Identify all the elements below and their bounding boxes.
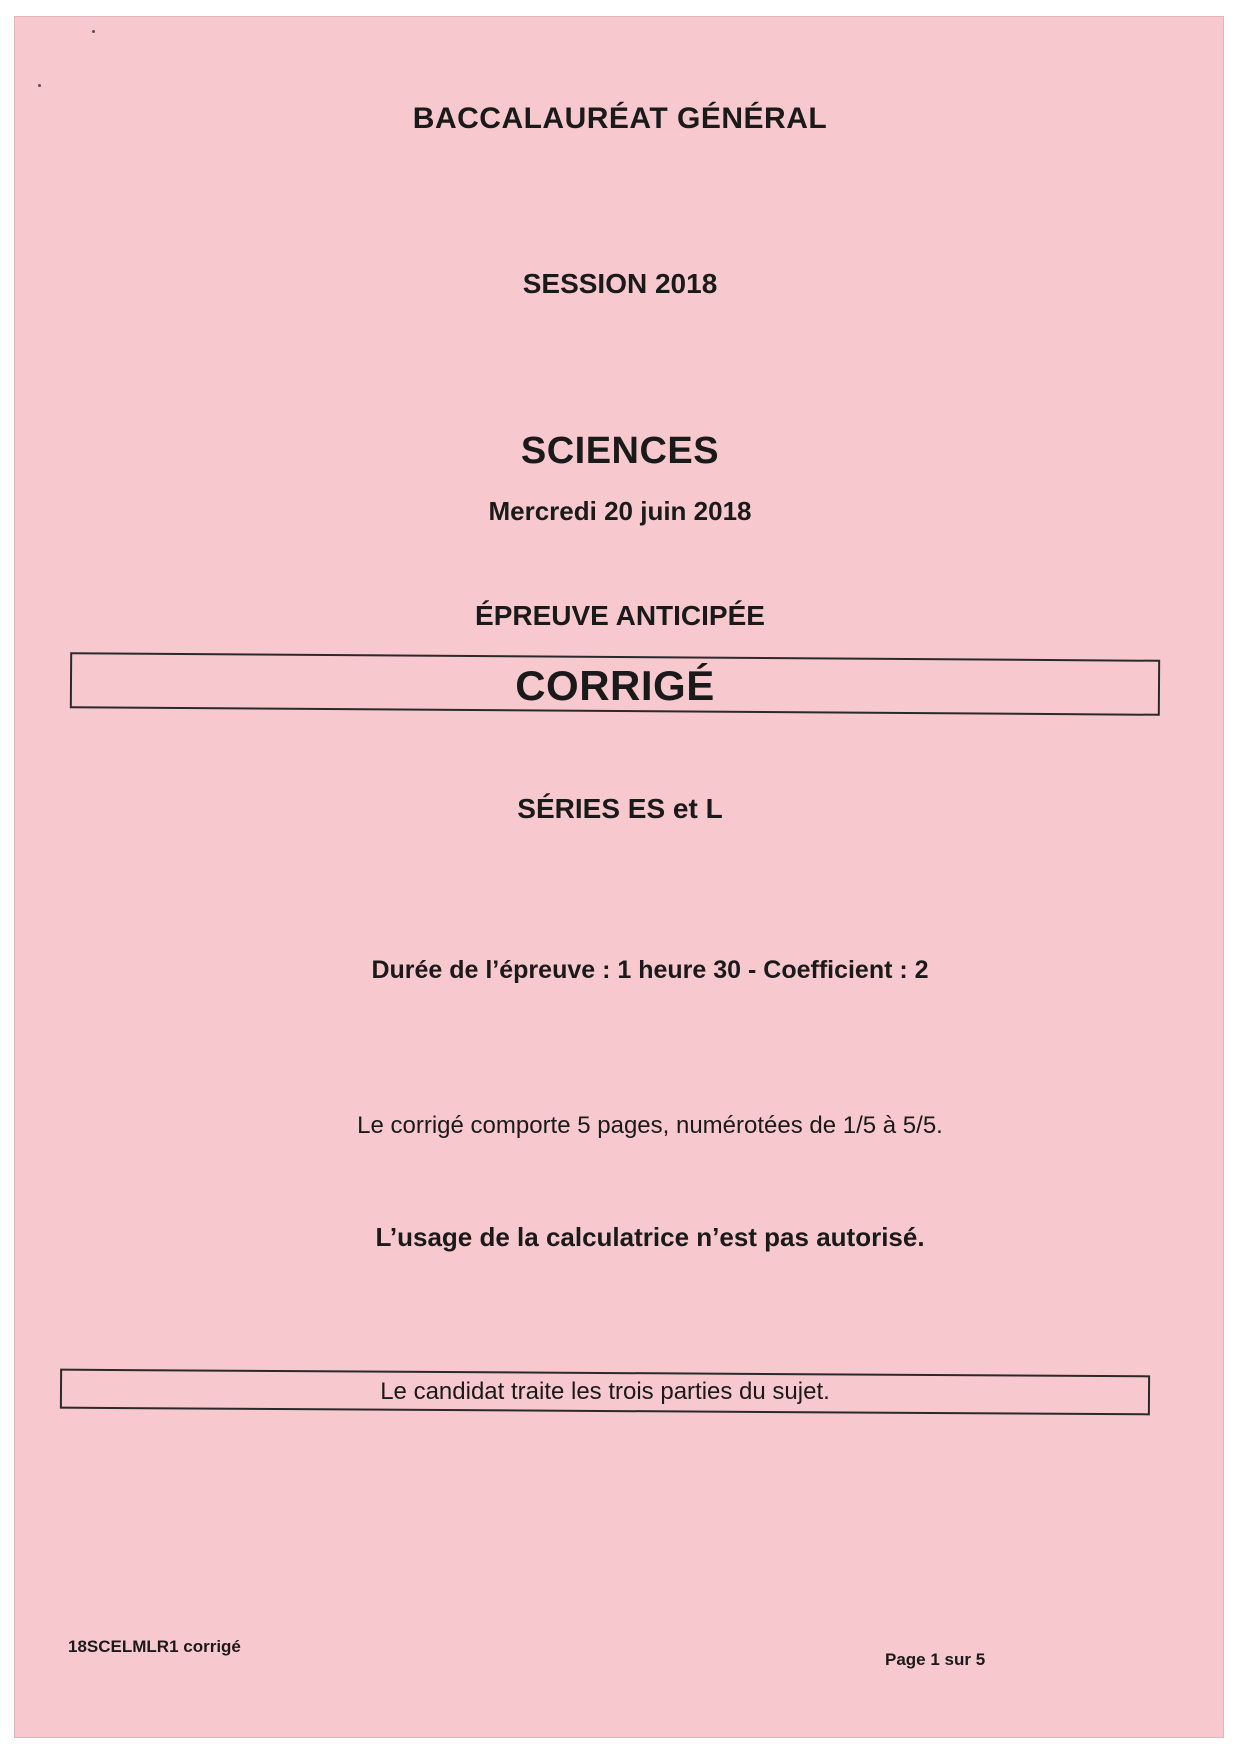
session: SESSION 2018 bbox=[522, 268, 718, 299]
exam-date: Mercredi 20 juin 2018 bbox=[488, 496, 752, 526]
exam-type: ÉPREUVE ANTICIPÉE bbox=[475, 600, 765, 631]
footer-code: 18SCELMLR1 corrigé bbox=[68, 1637, 241, 1656]
scan-speck bbox=[92, 30, 95, 33]
calculator-note: L’usage de la calculatrice n’est pas autorisé. bbox=[375, 1222, 925, 1252]
scan-speck bbox=[38, 84, 41, 87]
series: SÉRIES ES et L bbox=[517, 793, 723, 824]
document-type: CORRIGÉ bbox=[515, 661, 715, 709]
instruction: Le candidat traite les trois parties du sujet. bbox=[380, 1378, 830, 1405]
footer-page-number: Page 1 sur 5 bbox=[885, 1650, 986, 1669]
instruction-box bbox=[60, 1369, 1150, 1416]
subject: SCIENCES bbox=[520, 430, 720, 472]
corrige-box bbox=[70, 652, 1160, 716]
page-count-note: Le corrigé comporte 5 pages, numérotées de 1/5 à 5/5. bbox=[357, 1112, 943, 1139]
exam-title: BACCALAURÉAT GÉNÉRAL bbox=[412, 102, 828, 135]
duration: Durée de l’épreuve : 1 heure 30 - Coefficient : 2 bbox=[371, 956, 929, 984]
